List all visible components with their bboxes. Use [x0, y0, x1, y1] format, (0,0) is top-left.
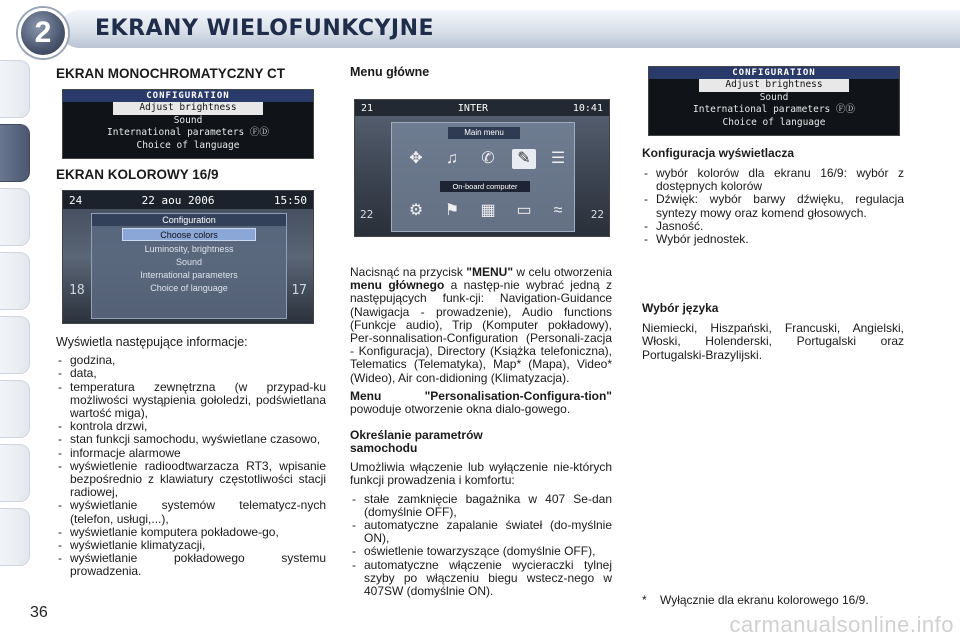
screen-left-value: 21 [361, 102, 374, 114]
column-middle [350, 66, 612, 598]
vehicle-parameters-list [350, 493, 612, 599]
list-item: - wyświetlanie komputera pokładowe-go, [56, 526, 326, 539]
page-header [0, 0, 960, 58]
screen-item: Luminosity, brightness [144, 244, 234, 254]
screen-item: Choice of language [150, 283, 228, 293]
footnote-text: Wyłącznie dla ekranu kolorowego 16/9. [660, 593, 869, 607]
menu-screen-image [354, 99, 610, 237]
screen-item: Choice of language [722, 116, 826, 128]
info-list [56, 354, 326, 578]
screen-main-menu-panel [391, 122, 575, 232]
screen-side-right: 17 [291, 283, 307, 298]
navigation-icon: ✥ [409, 150, 423, 167]
chapter-tab[interactable] [0, 444, 30, 502]
list-item: - temperatura zewnętrzna (w przypad-ku możliwości wystąpienia gołoledzi, podświetlana wartość miga), [56, 381, 326, 421]
screen-selected-label: On-board computer [440, 181, 530, 192]
footnote-marker: * [642, 593, 647, 607]
text-part: w celu otworzenia [513, 265, 612, 279]
screen-item: Sound [175, 257, 203, 267]
list-item: - wybór kolorów dla ekranu 16/9: wybór z dostępnych kolorów [642, 167, 904, 193]
color-screen-heading: EKRAN KOLOROWY 16/9 [56, 167, 219, 182]
chapter-tab[interactable] [0, 60, 30, 118]
display-config-heading: Konfiguracja wyświetlacza [642, 146, 795, 160]
watermark: carmanualsonline.info [729, 612, 954, 637]
personalisation-paragraph [350, 390, 612, 416]
audio-icon: ♫ [446, 150, 458, 167]
color-screen-image [62, 190, 314, 324]
chapter-tabs [0, 60, 34, 580]
page-title: EKRANY WIELOFUNKCYJNE [95, 16, 435, 41]
main-menu-paragraph [350, 266, 612, 385]
screen-mode: INTER [457, 102, 489, 114]
main-menu-label: menu głównego [350, 278, 445, 293]
list-item: - kontrola drzwi, [56, 420, 326, 433]
chapter-tab-active[interactable] [0, 124, 30, 182]
screen-title: CONFIGURATION [63, 90, 313, 102]
trip-computer-icon: ✎ [512, 149, 536, 169]
column-right [642, 66, 904, 362]
list-item: - wyświetlanie systemów telematycz-nych (telefon, usługi,...), [56, 499, 326, 525]
intro-text: Wyświetla następujące informacje: [56, 335, 248, 349]
vehicle-parameters-heading: Określanie parametrów samochodu [350, 428, 483, 456]
column-left [56, 66, 326, 579]
list-item: - automatyczne włączenie wycieraczki tylnej szyby po włączeniu biegu wstecz-nego w 407SW (domyślnie ON). [350, 559, 612, 599]
screen-panel-title: Main menu [448, 127, 520, 139]
chapter-tab[interactable] [0, 252, 30, 310]
list-item: - Wybór jednostek. [642, 233, 904, 246]
display-config-list [642, 167, 904, 246]
chapter-tab[interactable] [0, 380, 30, 438]
screen-date: 22 aou 2006 [141, 193, 215, 207]
screen-item: Choice of language [136, 139, 240, 151]
screen-status-bar [63, 191, 313, 209]
screen-side-left: 22 [360, 208, 374, 221]
page-number: 36 [30, 604, 48, 621]
menu-key-label: "MENU" [466, 265, 514, 279]
screen-item: International parameters ⒻⒹ [693, 104, 855, 115]
screen-panel-title: Configuration [92, 214, 286, 226]
screen-time: 10:41 [572, 102, 603, 114]
screen-config-panel [91, 213, 287, 319]
chapter-badge [18, 8, 68, 58]
list-item: - wyświetlanie klimatyzacji, [56, 539, 326, 552]
list-item: - stan funkcji samochodu, wyświetlane czasowo, [56, 433, 326, 446]
screen-status-bar [355, 100, 609, 116]
list-item: - oświetlenie towarzyszące (domyślnie OFF), [350, 545, 612, 558]
phone-icon: ✆ [481, 150, 495, 167]
config-screen-image [648, 66, 900, 136]
chapter-tab[interactable] [0, 508, 30, 566]
chapter-number: 2 [34, 16, 52, 49]
list-item: - Jasność. [642, 220, 904, 233]
map-icon: ▦ [480, 202, 496, 219]
list-item: - wyświetlenie radioodtwarzacza RT3, wpisanie bezpośrednio z klawiatury częstotliwości stacji radiowej, [56, 460, 326, 500]
list-item: - Dźwięk: wybór barwy dźwięku, regulacja syntezy mowy oraz komend głosowych. [642, 193, 904, 219]
screen-item: Adjust brightness [113, 102, 263, 115]
screen-side-left: 18 [69, 283, 85, 298]
screen-item: Sound [173, 114, 203, 126]
list-item: - godzina, [56, 354, 326, 367]
screen-left-value: 24 [69, 193, 83, 207]
list-item: - stałe zamknięcie bagażnika w 407 Se-dan (domyślnie OFF), [350, 493, 612, 519]
screen-item: Choose colors [122, 228, 256, 241]
vehicle-parameters-intro: Umożliwia włączenie lub wyłączenie nie-których funkcji prowadzenia i komfortu: [350, 460, 612, 488]
video-icon: ▭ [516, 202, 532, 219]
screen-time: 15:50 [273, 193, 307, 207]
telematics-icon: ⚑ [444, 202, 460, 219]
chapter-tab[interactable] [0, 316, 30, 374]
language-text: Niemiecki, Hiszpański, Francuski, Angielski, Włoski, Holenderski, Portugalski oraz Portugalski-Brazylijski. [642, 321, 904, 362]
list-item: - informacje alarmowe [56, 447, 326, 460]
text-part: a następ-nie wybrać jedną z następujących funk-cji: Navigation-Guidance (Nawigacja - prowadzenie), Audio functions (Funkcje audio), Trip (Komputer pokładowy), Per-sonnalisation-Configuration (Personali-zacja - Konfiguracja), Directory (Książka telefoniczna), Telematics (Telematyka), Map* (Mapa), Video* (Wideo), Air con-didioning (Klimatyzacja). [350, 278, 612, 385]
personalisation-menu-label: Menu "Personalisation-Configura-tion" [350, 388, 612, 403]
list-item: - wyświetlanie pokładowego systemu prowadzenia. [56, 552, 326, 578]
mono-screen-heading: EKRAN MONOCHROMATYCZNY CT [56, 66, 285, 81]
chapter-tab[interactable] [0, 188, 30, 246]
list-item: - automatyczne zapalanie świateł (do-myślnie ON), [350, 519, 612, 545]
directory-icon: ☰ [550, 150, 566, 167]
list-item: - data, [56, 367, 326, 380]
screen-title: CONFIGURATION [649, 67, 899, 79]
settings-icon: ⚙ [408, 202, 424, 219]
language-heading: Wybór języka [642, 301, 719, 316]
footnote [642, 594, 904, 607]
air-conditioning-icon: ≈ [553, 202, 563, 219]
text-part: powoduje otworzenie okna dialo-gowego. [350, 402, 571, 417]
main-menu-heading: Menu główne [350, 65, 430, 79]
screen-item: International parameters [140, 270, 238, 280]
screen-item: Adjust brightness [699, 79, 849, 92]
screen-item: International parameters ⒻⒹ [107, 127, 269, 138]
screen-side-right: 22 [590, 208, 604, 221]
screen-item: Sound [759, 91, 789, 103]
text-part: Nacisnąć na przycisk [350, 265, 467, 279]
mono-screen-image [62, 89, 314, 159]
